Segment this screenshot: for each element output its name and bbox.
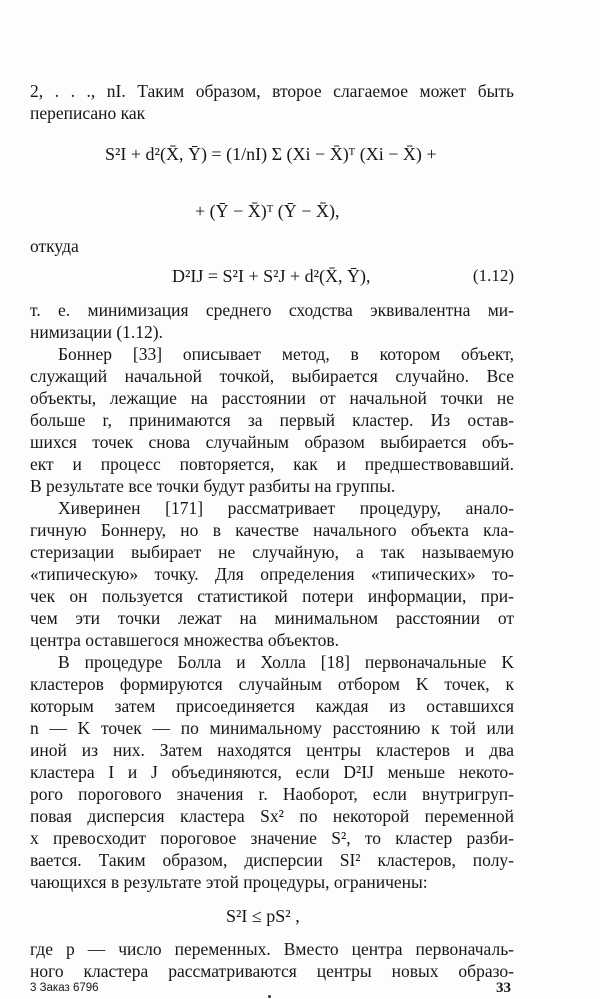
text-line: В процедуре Болла и Холла [18] первоначальные K xyxy=(58,652,514,672)
inequality: S²I ≤ pS² , xyxy=(226,906,300,926)
text-line: 2, . . ., nI. Таким образом, второе слагаемое может быть xyxy=(30,81,514,101)
text-line: иной из них. Затем находятся центры кластеров и два xyxy=(30,740,514,760)
equation-line-2: + (Ȳ − X̄)ᵀ (Ȳ − X̄), xyxy=(195,201,340,221)
text-line: где p — число переменных. Вместо центра первоначаль- xyxy=(30,939,514,959)
print-speck xyxy=(268,995,271,998)
text-line: больше r, принимаются за первый кластер. Из остав- xyxy=(30,410,514,430)
text-line: стеризации выбирает не случайную, а так называемую xyxy=(30,542,514,562)
text-line: ект и процесс повторяется, как и предшествовавший. xyxy=(30,454,514,474)
printer-signature: 3 Заказ 6796 xyxy=(30,982,99,994)
text-line: x превосходит пороговое значение S², то кластер разби- xyxy=(30,828,514,848)
text-line: повая дисперсия кластера Sx² по некоторой переменной xyxy=(30,806,514,826)
text-line: служащий начальной точкой, выбирается случайно. Все xyxy=(30,366,514,386)
text-line: чек он пользуется статистикой потери информации, при- xyxy=(30,586,514,606)
text-line: объекты, лежащие на расстоянии от начальной точки не xyxy=(30,388,514,408)
text-line: «типическую» точку. Для определения «типических» то- xyxy=(30,564,514,584)
text-line: ного кластера рассматриваются центры новых образо- xyxy=(30,961,514,981)
text-line: В результате все точки будут разбиты на группы. xyxy=(30,476,396,496)
text-line: переписано как xyxy=(30,103,146,123)
text-line: нимизации (1.12). xyxy=(30,322,163,342)
text-line: которым затем присоединяется каждая из оставшихся xyxy=(30,696,514,716)
text-line: Боннер [33] описывает метод, в котором объект, xyxy=(58,344,514,364)
text-line: чающихся в результате этой процедуры, ограничены: xyxy=(30,872,428,892)
text-line: центра оставшегося множества объектов. xyxy=(30,630,339,650)
text-line: кластера I и J объединяются, если D²IJ меньше некото- xyxy=(30,762,514,782)
equation-1-12: D²IJ = S²I + S²J + d²(X̄, Ȳ), xyxy=(172,266,371,286)
equation-number: (1.12) xyxy=(472,266,514,285)
text-line: чем эти точки лежат на минимальном расстоянии от xyxy=(30,608,514,628)
text-line: Хиверинен [171] рассматривает процедуру, анало- xyxy=(58,498,514,518)
text-line: шихся точек снова случайным образом выбирается объ- xyxy=(30,432,514,452)
text-line: рого порогового значения r. Наоборот, если внутригруп- xyxy=(30,784,514,804)
text-line: гичную Боннеру, но в качестве начального объекта кла- xyxy=(30,520,514,540)
text-line: кластеров формируются случайным отбором K точек, к xyxy=(30,674,514,694)
equation-line-1: S²I + d²(X̄, Ȳ) = (1/nI) Σ (Xi − X̄)ᵀ (Xi − X̄) + xyxy=(105,144,437,164)
text-line: т. е. минимизация среднего сходства эквивалентна ми- xyxy=(30,300,514,320)
text-line: откуда xyxy=(30,236,79,256)
page-number: 33 xyxy=(496,980,511,996)
text-line: n — K точек — по минимальному расстоянию к той или xyxy=(30,718,514,738)
text-line: вается. Таким образом, дисперсии SI² кластеров, полу- xyxy=(30,850,514,870)
